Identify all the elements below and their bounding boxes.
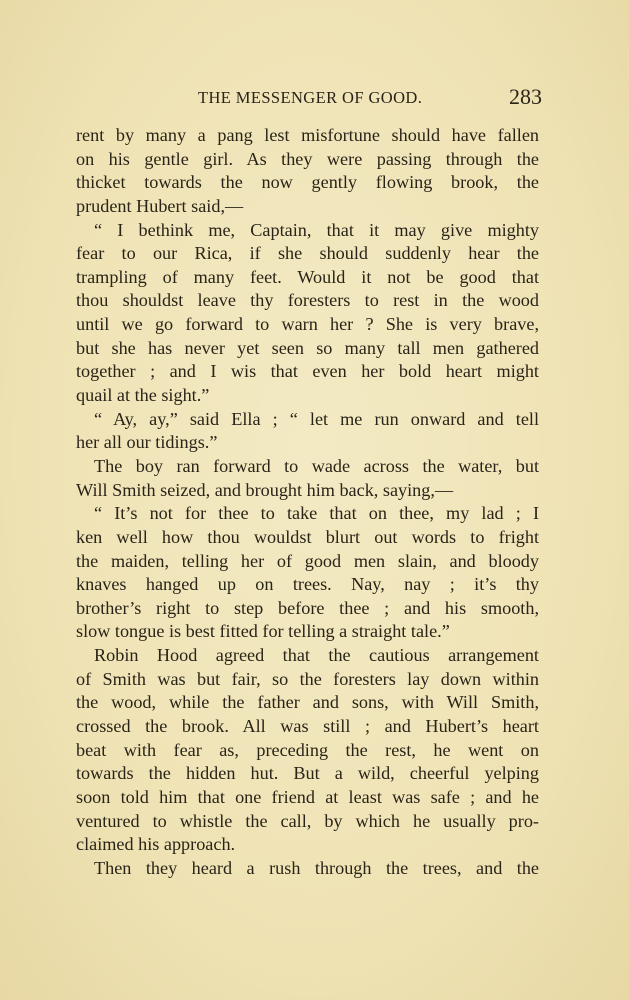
text-line: quail at the sight.” — [76, 385, 210, 406]
text-line: Will Smith seized, and brought him back, saying,— — [76, 479, 454, 500]
text-line: towards the hidden hut. But a wild, cheerful yelping — [76, 763, 539, 784]
text-line: “ Ay, ay,” said Ella ; “ let me run onward and tell — [94, 408, 539, 429]
text-line: knaves hanged up on trees. Nay, nay ; it’s thy — [76, 574, 539, 595]
text-line: thicket towards the now gently flowing brook, the — [76, 172, 539, 193]
text-line: slow tongue is best fitted for telling a straight tale.” — [76, 621, 450, 642]
text-line: The boy ran forward to wade across the water, but — [94, 455, 539, 476]
text-line: ken well how thou wouldst blurt out words to fright — [76, 526, 539, 547]
text-line: on his gentle girl. As they were passing through the — [76, 148, 539, 169]
text-line: the maiden, telling her of good men slain, and bloody — [76, 550, 539, 571]
text-line: fear to our Rica, if she should suddenly hear the — [76, 243, 539, 264]
running-title: THE MESSENGER OF GOOD. — [198, 88, 423, 107]
text-line: prudent Hubert said,— — [76, 195, 244, 216]
text-line: of Smith was but fair, so the foresters lay down within — [76, 668, 539, 689]
text-line: until we go forward to warn her ? She is very brave, — [76, 314, 539, 335]
text-line: crossed the brook. All was still ; and Hubert’s heart — [76, 716, 539, 737]
text-line: the wood, while the father and sons, with Will Smith, — [76, 692, 539, 713]
text-line: together ; and I wis that even her bold heart might — [76, 361, 539, 382]
text-line: claimed his approach. — [76, 834, 236, 855]
text-line: but she has never yet seen so many tall men gathered — [76, 337, 539, 358]
text-line: Robin Hood agreed that the cautious arrangement — [94, 645, 539, 666]
text-line: soon told him that one friend at least was safe ; and he — [76, 786, 539, 807]
text-line: trampling of many feet. Would it not be good that — [76, 266, 539, 287]
text-line: Then they heard a rush through the trees, and the — [94, 857, 539, 878]
text-line: brother’s right to step before thee ; and his smooth, — [76, 597, 539, 618]
text-line: her all our tidings.” — [76, 432, 218, 453]
body-text — [76, 124, 539, 881]
text-line: beat with fear as, preceding the rest, he went on — [76, 739, 539, 760]
page-number: 283 — [509, 84, 542, 109]
running-head — [76, 86, 542, 110]
text-line: rent by many a pang lest misfortune should have fallen — [76, 125, 539, 145]
text-line: “ I bethink me, Captain, that it may give mighty — [94, 219, 539, 240]
text-line: ventured to whistle the call, by which he usually pro- — [76, 810, 539, 831]
text-line: thou shouldst leave thy foresters to rest in the wood — [76, 290, 539, 311]
text-line: “ It’s not for thee to take that on thee, my lad ; I — [94, 503, 539, 524]
